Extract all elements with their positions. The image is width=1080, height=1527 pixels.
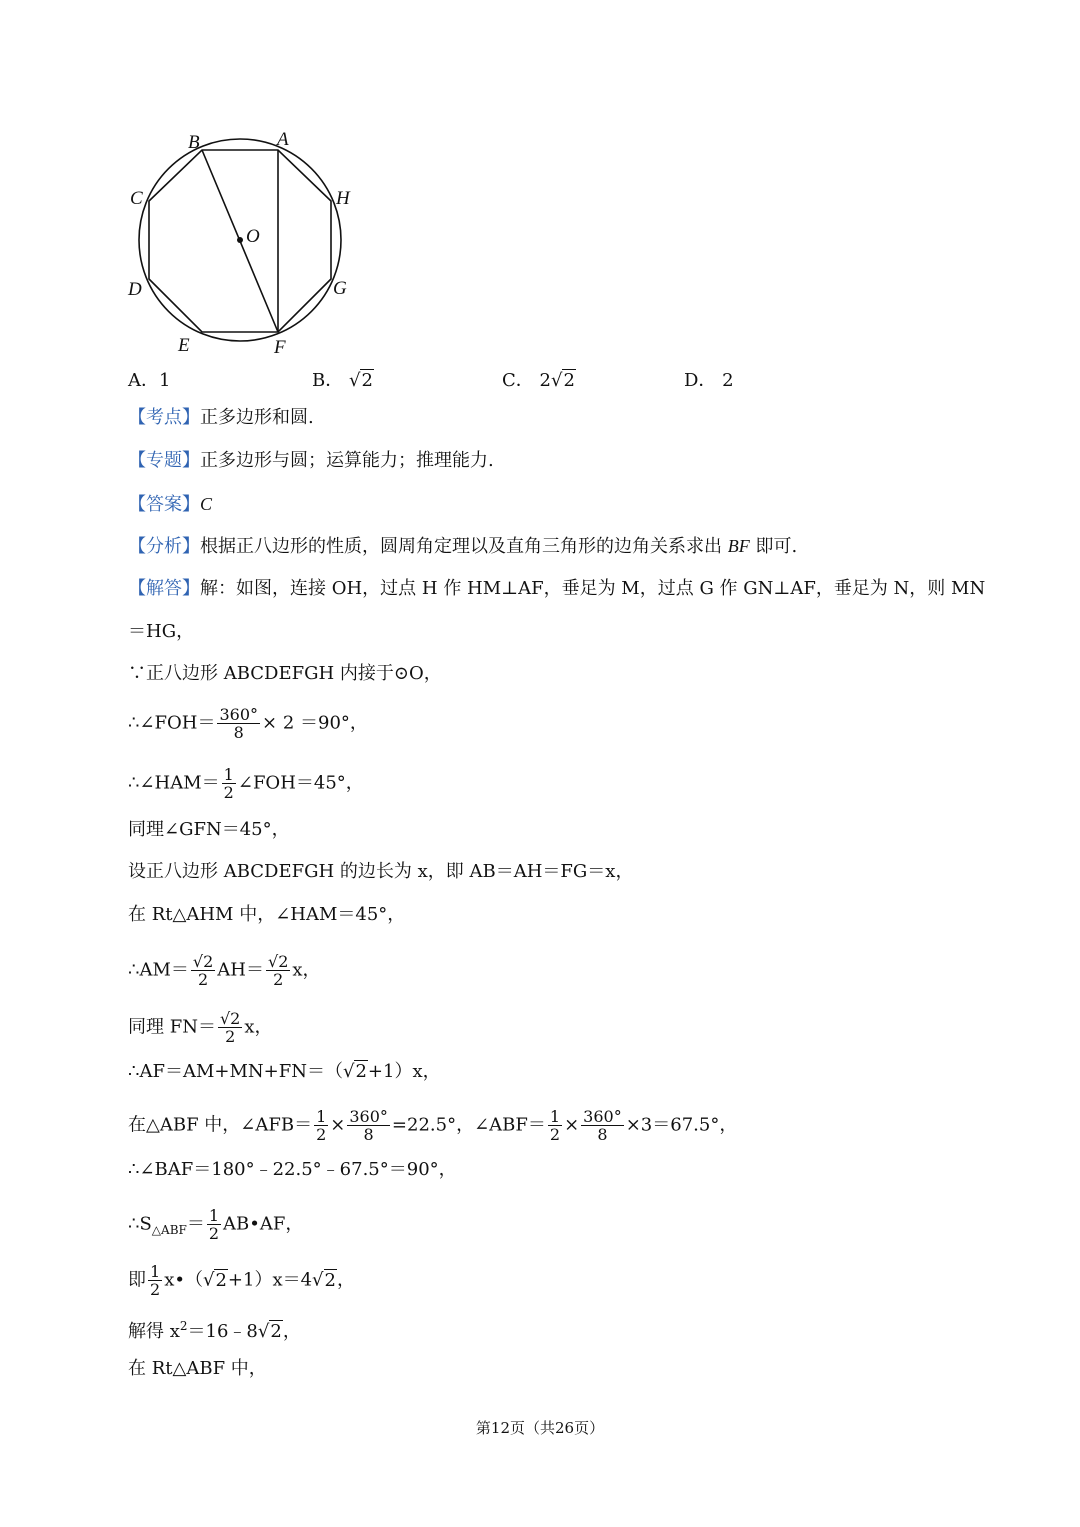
label-G: G <box>333 278 347 299</box>
step-13: 即 $\frac{1}{2}$ x•（√2+1）x＝4√2， <box>128 1262 355 1299</box>
zhuanti-line: 【专题】正多边形与圆；运算能力；推理能力. <box>128 450 494 471</box>
label-B: B <box>188 132 200 153</box>
analysis-line: 【分析】根据正八边形的性质，圆周角定理以及直角三角形的边角关系求出 BF 即可. <box>128 536 798 557</box>
solution-line-2: ＝HG， <box>128 621 195 642</box>
center-point-O <box>237 237 243 243</box>
octagon-circle-figure <box>120 125 370 360</box>
label-O: O <box>246 226 260 247</box>
step-9: ∴AF＝AM+MN+FN＝（√2+1）x， <box>128 1061 441 1082</box>
label-C: C <box>130 188 143 209</box>
step-12: $\therefore S_{\triangle ABF}=$ $\frac{1}{2}$ AB•AF， <box>128 1206 304 1243</box>
step-3: ∴∠HAM＝ $\frac{1}{2}$ ∠FOH＝45°， <box>128 765 364 802</box>
option-a: A．1 <box>128 370 171 391</box>
step-15: 在 Rt△ABF 中， <box>128 1358 267 1379</box>
label-A: A <box>277 129 289 150</box>
step-1: ∵正八边形 ABCDEFGH 内接于⊙O， <box>128 663 442 684</box>
page-footer: 第12页（共26页） <box>475 1419 605 1437</box>
option-b: B． √2 <box>312 370 373 391</box>
kaodian-line: 【考点】正多边形和圆. <box>128 407 314 428</box>
step-11: ∴∠BAF＝180°﹣22.5°﹣67.5°＝90°， <box>128 1159 457 1180</box>
label-H: H <box>336 188 350 209</box>
step-14: 解得 $x^2=16﹣8√2$， <box>128 1319 301 1342</box>
option-d: D． 2 <box>684 370 734 391</box>
step-8: 同理 FN＝ $\frac{√2}{2}$ x， <box>128 1009 273 1046</box>
label-F: F <box>274 337 286 358</box>
solution-line-1: 【解答】解：如图，连接 OH，过点 H 作 HM⊥AF，垂足为 M，过点 G 作 GN⊥AF，垂足为 N，则 MN <box>128 578 986 599</box>
step-5: 设正八边形 ABCDEFGH 的边长为 x，即 AB＝AH＝FG＝x， <box>128 861 634 882</box>
answer-line: 【答案】C <box>128 494 213 515</box>
option-c: C． 2√2 <box>502 370 575 391</box>
step-6: 在 Rt△AHM 中，∠HAM＝45°， <box>128 904 406 925</box>
step-10: 在△ABF 中，∠AFB＝ $\frac{1}{2}$ × $\frac{360^\circ}{8}$ =22.5°，∠ABF＝ $\frac{1}{2}$ × $\frac{360^\circ}{8}$ ×3＝67.5°， <box>128 1107 738 1144</box>
step-7: ∴AM＝ $\frac{√2}{2}$ AH＝ $\frac{√2}{2}$ x， <box>128 952 321 989</box>
step-4: 同理∠GFN＝45°， <box>128 819 290 840</box>
step-2: ∴∠FOH＝ $\frac{360^\circ}{8}$ × 2 ＝90°， <box>128 705 368 742</box>
label-E: E <box>178 335 190 356</box>
label-D: D <box>128 279 142 300</box>
